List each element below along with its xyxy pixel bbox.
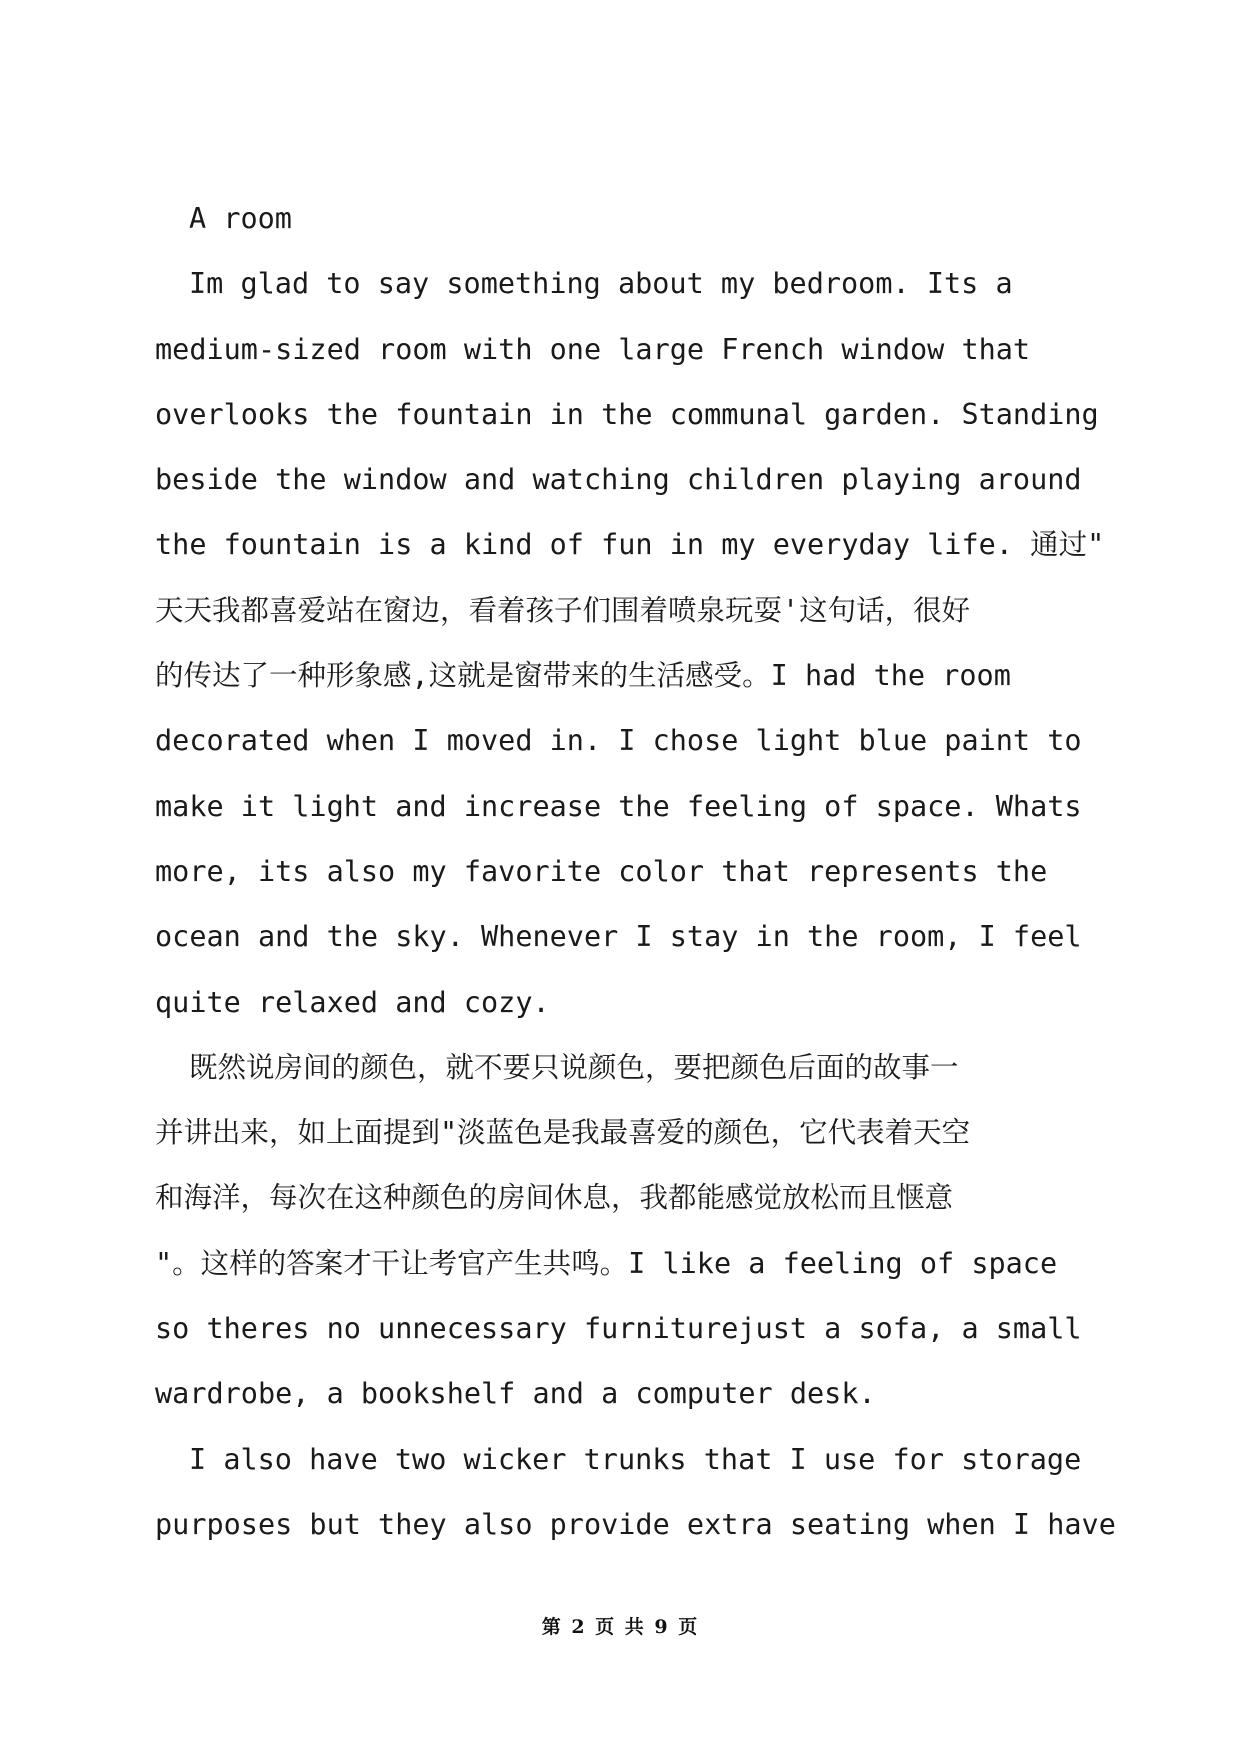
text-line: purposes but they also provide extra seating when I have [155, 1507, 1116, 1541]
text-line: the fountain is a kind of fun in my everyday life. 通过" [155, 528, 1105, 562]
text-line: more, its also my favorite color that represents the [155, 854, 1048, 888]
text-line: so theres no unnecessary furniturejust a sofa, a small [155, 1312, 1082, 1346]
text-line: 既然说房间的颜色，就不要只说颜色，要把颜色后面的故事一 [189, 1050, 959, 1084]
page-number-footer: 第 2 页 共 9 页 [541, 1616, 700, 1638]
text-line: beside the window and watching children playing around [155, 463, 1082, 497]
text-line: "。这样的答案才干让考官产生共鸣。I like a feeling of space [155, 1246, 1058, 1280]
text-line: decorated when I moved in. I chose light blue paint to [155, 724, 1082, 758]
text-line: Im glad to say something about my bedroom. Its a [189, 267, 1013, 301]
text-line: 天天我都喜爱站在窗边，看着孩子们围着喷泉玩耍'这句话，很好 [155, 593, 971, 627]
document-body [155, 186, 1116, 1557]
text-line: overlooks the fountain in the communal garden. Standing [155, 397, 1099, 431]
text-line: I also have two wicker trunks that I use for storage [189, 1442, 1082, 1476]
text-line: wardrobe, a bookshelf and a computer desk. [155, 1377, 876, 1411]
text-line: quite relaxed and cozy. [155, 985, 550, 1019]
text-line: 并讲出来，如上面提到"淡蓝色是我最喜爱的颜色，它代表着天空 [155, 1116, 971, 1150]
text-line: 的传达了一种形象感,这就是窗带来的生活感受。I had the room [155, 659, 1011, 693]
text-line: 和海洋，每次在这种颜色的房间休息，我都能感觉放松而且惬意 [155, 1181, 954, 1215]
text-line: ocean and the sky. Whenever I stay in the room, I feel [155, 920, 1082, 954]
text-line: medium-sized room with one large French window that [155, 332, 1031, 366]
text-line: make it light and increase the feeling of space. Whats [155, 789, 1082, 823]
document-title: A room [189, 202, 292, 235]
